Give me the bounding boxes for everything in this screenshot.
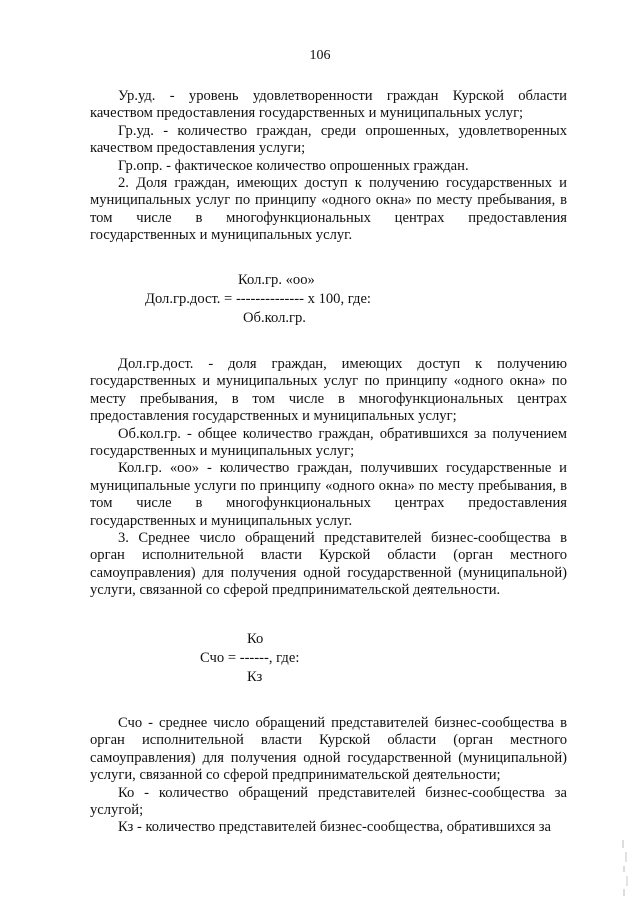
section-2 xyxy=(90,356,567,600)
formula-2-numerator: Ко xyxy=(247,631,264,647)
paragraph-definition-ko: Ко - количество обращений представителей бизнес-сообщества за услугой; xyxy=(90,784,567,819)
formula-scho xyxy=(0,631,640,691)
paragraph-definition-gr-ud: Гр.уд. - количество граждан, среди опрошенных, удовлетворенных качеством предоставления услуги; xyxy=(90,122,567,157)
section-1 xyxy=(90,88,567,245)
formula-1-expression: Дол.гр.дост. = -------------- х 100, где: xyxy=(145,291,371,307)
paragraph-definition-scho: Счо - среднее число обращений представителей бизнес-сообщества в орган исполнительной власти Курской области (орган местного самоуправления) для получения одной государственной (муниципальной) услуги, связанной со сферой предпринимательской деятельности; xyxy=(90,715,567,784)
paragraph-definition-gr-opr: Гр.опр. - фактическое количество опрошенных граждан. xyxy=(118,157,469,174)
paragraph-definition-dol-gr-dost: Дол.гр.дост. - доля граждан, имеющих доступ к получению государственных и муниципальных услуг по принципу «одного окна» по месту пребывания, в том числе в многофункциональных центрах предоставления государственных и муниципальных услуг; xyxy=(90,356,567,425)
scan-margin-marks xyxy=(619,838,633,898)
formula-dol-gr-dost xyxy=(0,272,640,332)
page-number: 106 xyxy=(309,48,331,63)
formula-1-numerator: Кол.гр. «оо» xyxy=(238,272,315,288)
paragraph-definition-kz: Кз - количество представителей бизнес-сообщества, обратившихся за xyxy=(118,819,551,836)
formula-2-expression: Счо = ------, где: xyxy=(200,650,300,666)
paragraph-indicator-2: 2. Доля граждан, имеющих доступ к получению государственных и муниципальных услуг по принципу «одного окна» по месту пребывания, в том числе в многофункциональных центрах предоставления государственных и муниципальных услуг. xyxy=(90,175,567,244)
paragraph-definition-ob-kol-gr: Об.кол.гр. - общее количество граждан, обратившихся за получением государственных и муниципальных услуг; xyxy=(90,425,567,460)
formula-1-denominator: Об.кол.гр. xyxy=(243,310,306,326)
paragraph-definition-ur-ud: Ур.уд. - уровень удовлетворенности граждан Курской области качеством предоставления государственных и муниципальных услуг; xyxy=(90,88,567,122)
section-3 xyxy=(90,715,567,837)
paragraph-indicator-3: 3. Среднее число обращений представителей бизнес-сообщества в орган исполнительной власти Курской области (орган местного самоуправления) для получения одной государственной (муниципальной) услуги, связанной со сферой предпринимательской деятельности. xyxy=(90,530,567,599)
formula-2-denominator: Кз xyxy=(247,669,263,685)
paragraph-definition-kol-gr-oo: Кол.гр. «оо» - количество граждан, получивших государственные и муниципальные услуги по принципу «одного окна» по месту пребывания, в том числе в многофункциональных центрах предоставления государственных и муниципальных услуг. xyxy=(90,460,567,529)
